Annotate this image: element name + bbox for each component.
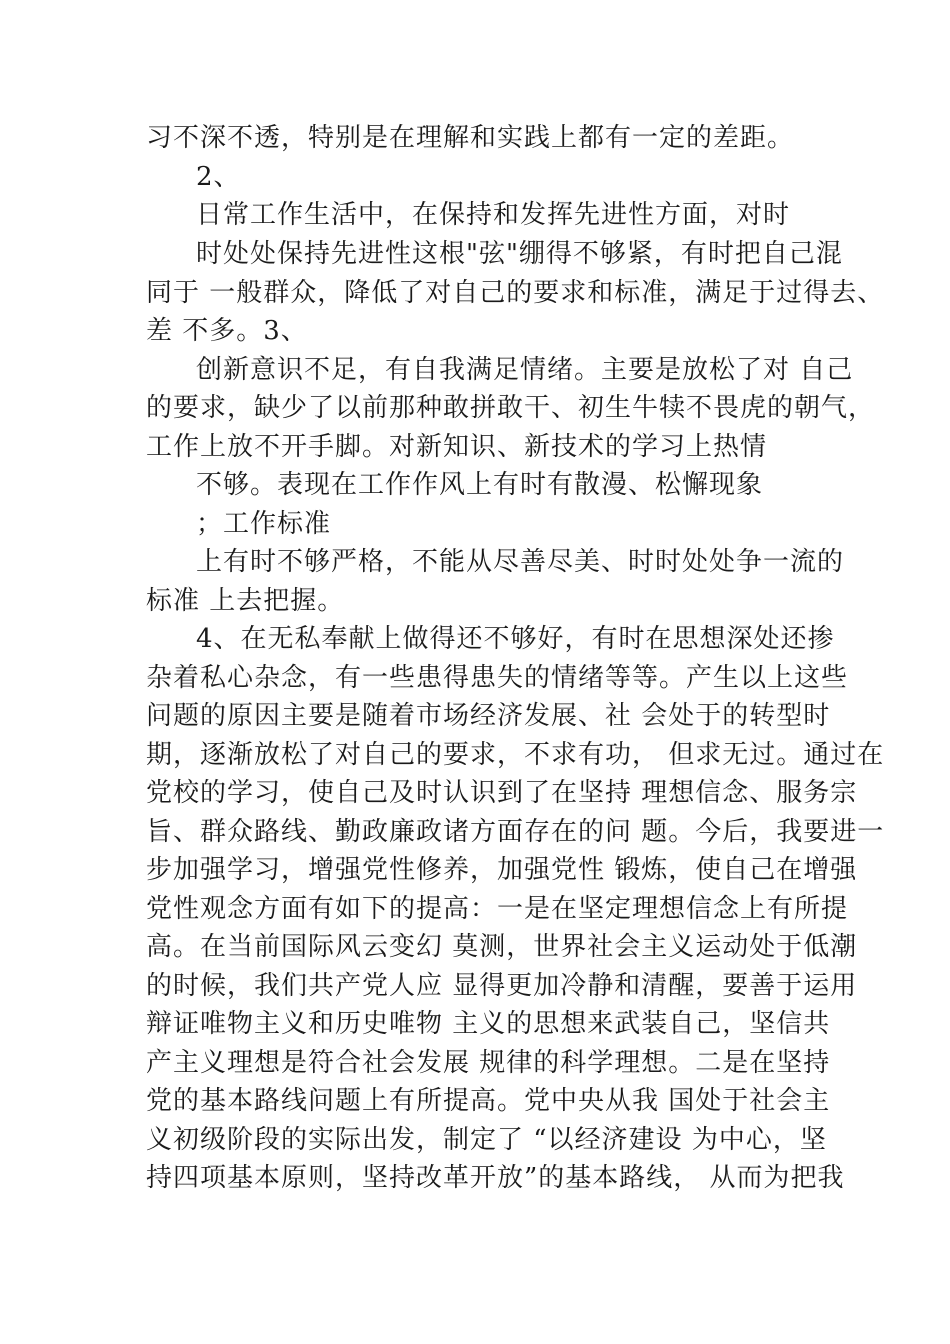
text-line: 产主义理想是符合社会发展 规律的科学理想。二是在坚持 [146,1048,831,1078]
text-line: 辩证唯物主义和历史唯物 主义的思想来武装自己，坚信共 [146,1009,831,1039]
text-line: 的时候，我们共产党人应 显得更加冷静和清醒，要善于运用 [146,971,858,1001]
text-line: 习不深不透，特别是在理解和实践上都有一定的差距。 [146,123,795,153]
text-line: 时处处保持先进性这根"弦"绷得不够紧，有时把自己混 [196,239,843,269]
text-line: 不够。表现在工作作风上有时有散漫、松懈现象 [196,470,764,500]
text-line: 差 不多。3、 [146,316,308,346]
text-line: 工作上放不开手脚。对新知识、新技术的学习上热情 [146,432,768,462]
text-line: ；工作标准 [196,509,332,539]
text-line: 步加强学习，增强党性修养，加强党性 锻炼，使自己在增强 [146,855,858,885]
text-line: 旨、群众路线、勤政廉政诸方面存在的问 题。今后，我要进一 [146,817,885,847]
text-line: 的要求，缺少了以前那种敢拼敢干、初生牛犊不畏虎的朝气， [146,393,876,423]
text-line: 创新意识不足，有自我满足情绪。主要是放松了对 自己 [196,355,854,385]
text-line: 持四项基本原则，坚持改革开放”的基本路线， 从而为把我 [146,1163,845,1193]
text-line: 党校的学习，使自己及时认识到了在坚持 理想信念、服务宗 [146,778,858,808]
text-line: 杂着私心杂念，有一些患得患失的情绪等等。产生以上这些 [146,663,849,693]
text-line: 党性观念方面有如下的提高：一是在坚定理想信念上有所提 [146,894,849,924]
text-line: 日常工作生活中，在保持和发挥先进性方面，对时 [196,200,791,230]
text-line: 义初级阶段的实际出发，制定了 “以经济建设 为中心，坚 [146,1125,827,1155]
text-line: 标准 上去把握。 [146,586,345,616]
text-line: 高。在当前国际风云变幻 莫测，世界社会主义运动处于低潮 [146,932,858,962]
text-line: 期，逐渐放松了对自己的要求，不求有功， 但求无过。通过在 [146,740,885,770]
text-line: 问题的原因主要是随着市场经济发展、社 会处于的转型时 [146,701,831,731]
text-line: 4、在无私奉献上做得还不够好，有时在思想深处还掺 [196,624,835,654]
text-line: 同于 一般群众，降低了对自己的要求和标准，满足于过得去、 [146,278,885,308]
text-line: 上有时不够严格，不能从尽善尽美、时时处处争一流的 [196,547,845,577]
text-line: 2、 [196,162,241,192]
text-line: 党的基本路线问题上有所提高。党中央从我 国处于社会主 [146,1086,831,1116]
